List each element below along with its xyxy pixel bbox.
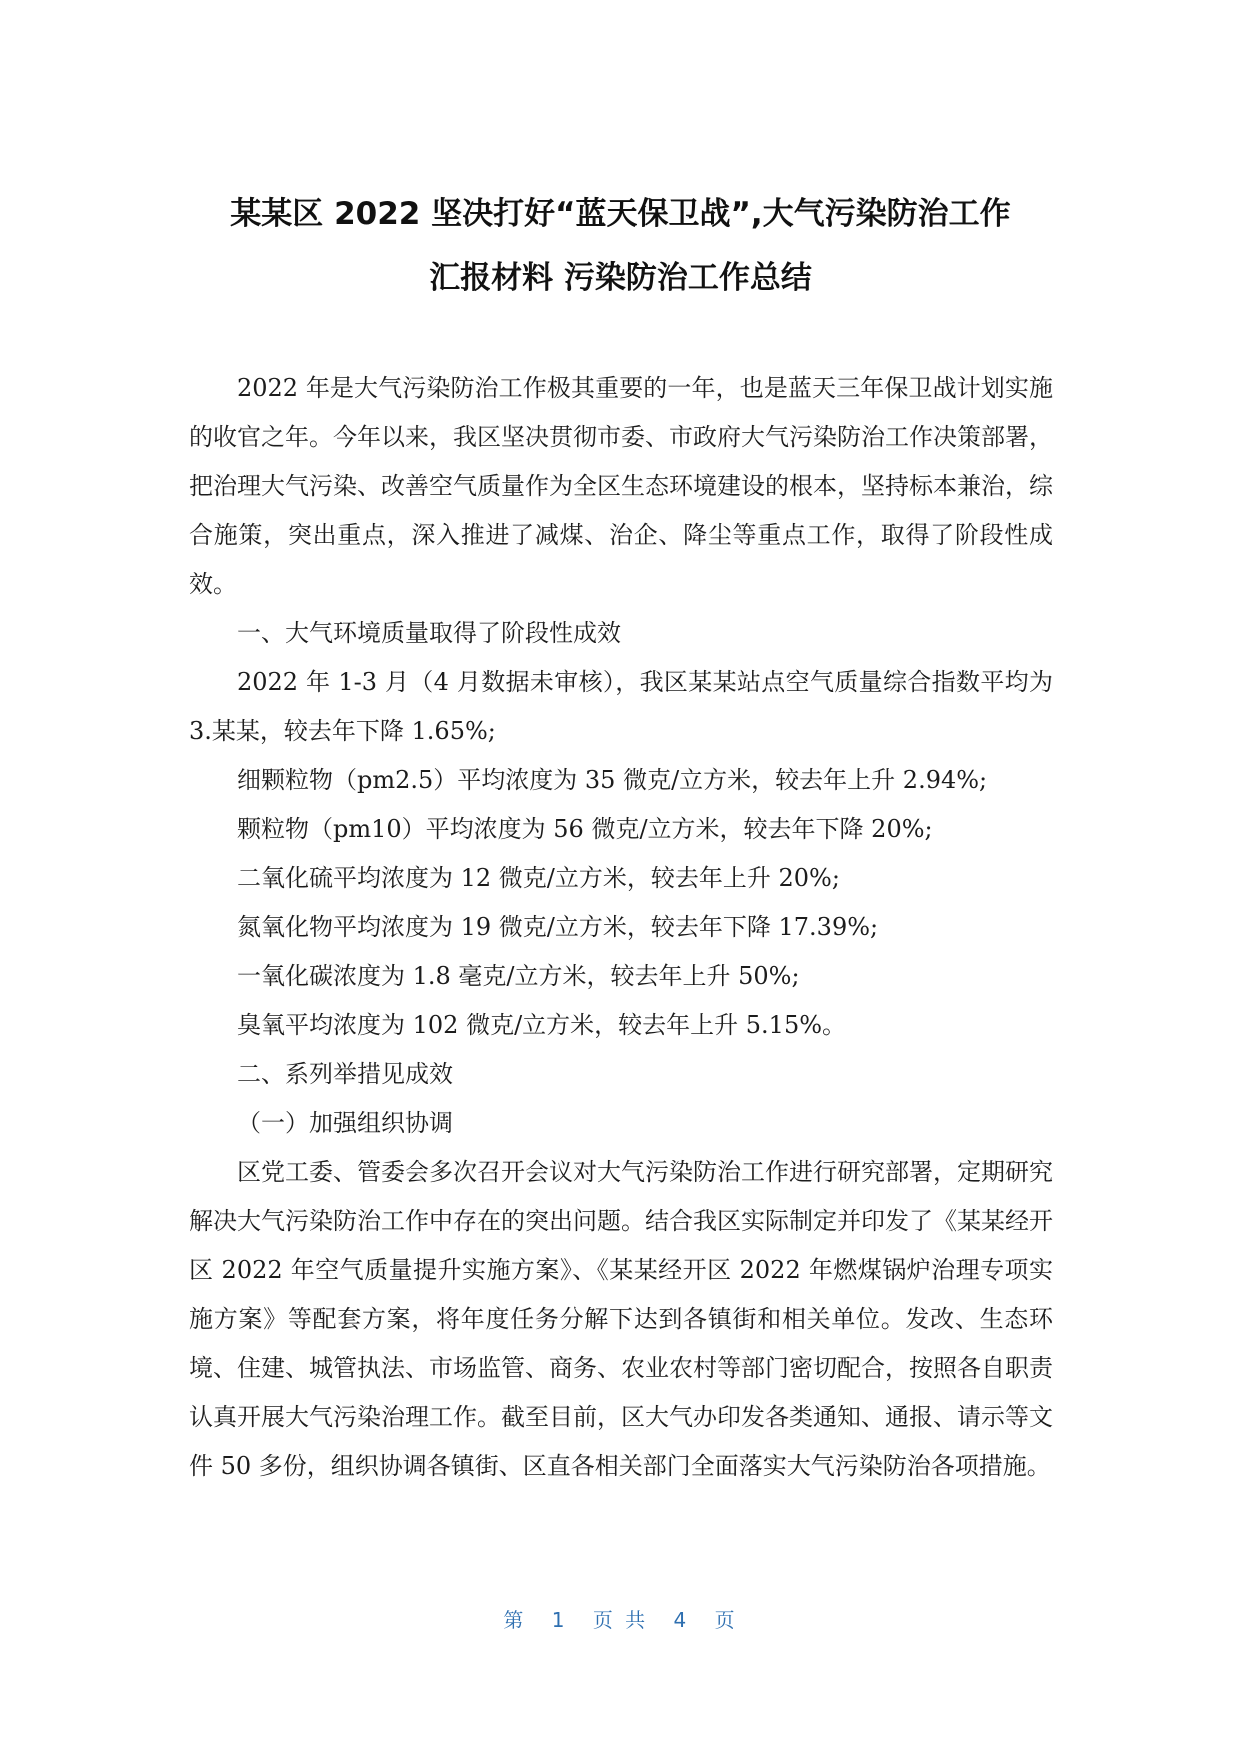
footer-suffix: 页 — [714, 1608, 738, 1632]
ozone-line: 臭氧平均浓度为 102 微克/立方米，较去年上升 5.15%。 — [237, 1011, 847, 1039]
footer-total-pages: 4 — [673, 1608, 690, 1632]
air-quality-summary: 2022 年 1-3 月（4 月数据未审核），我区某某站点空气质量综合指数平均为 3.某某，较去年下降 1.65%; — [189, 668, 1053, 745]
nox-line: 氮氧化物平均浓度为 19 微克/立方米，较去年下降 17.39%; — [237, 913, 879, 941]
intro-paragraph: 2022 年是大气污染防治工作极其重要的一年，也是蓝天三年保卫战计划实施的收官之年。今年以来，我区坚决贯彻市委、市政府大气污染防治工作决策部署，把治理大气污染、改善空气质量作为全区生态环境建设的根本，坚持标本兼治，综合施策，突出重点，深入推进了减煤、治企、降尘等重点工作，取得了阶段性成效。 — [189, 374, 1053, 598]
title-line-1: 某某区 2022 坚决打好“蓝天保卫战”,大气污染防治工作 — [230, 196, 1011, 232]
title-line-2: 汇报材料 污染防治工作总结 — [429, 260, 812, 296]
section-heading-2: 二、系列举措见成效 — [237, 1060, 453, 1088]
footer-middle: 页 共 — [592, 1608, 649, 1632]
pm25-line: 细颗粒物（pm2.5）平均浓度为 35 微克/立方米，较去年上升 2.94%; — [237, 766, 988, 794]
footer-current-page: 1 — [551, 1608, 568, 1632]
section-heading-1: 一、大气环境质量取得了阶段性成效 — [237, 619, 621, 647]
document-body — [189, 364, 1053, 1491]
co-line: 一氧化碳浓度为 1.8 毫克/立方米，较去年上升 50%; — [237, 962, 800, 990]
organization-paragraph: 区党工委、管委会多次召开会议对大气污染防治工作进行研究部署，定期研究解决大气污染防治工作中存在的突出问题。结合我区实际制定并印发了《某某经开区 2022 年空气质量提升实施方案》、《某某经开区 2022 年燃煤锅炉治理专项实施方案》等配套方案，将年度任务分解下达到各镇街和相关单位。发改、生态环境、住建、城管执法、市场监管、商务、农业农村等部门密切配合，按照各自职责认真开展大气污染治理工作。截至目前，区大气办印发各类通知、通报、请示等文件 50 多份，组织协调各镇街、区直各相关部门全面落实大气污染防治各项措施。 — [189, 1158, 1053, 1480]
page-footer — [0, 1604, 1241, 1633]
pm10-line: 颗粒物（pm10）平均浓度为 56 微克/立方米，较去年下降 20%; — [237, 815, 933, 843]
document-title — [170, 182, 1071, 310]
subsection-heading-1: （一）加强组织协调 — [237, 1109, 453, 1137]
so2-line: 二氧化硫平均浓度为 12 微克/立方米，较去年上升 20%; — [237, 864, 840, 892]
footer-prefix: 第 — [503, 1608, 527, 1632]
